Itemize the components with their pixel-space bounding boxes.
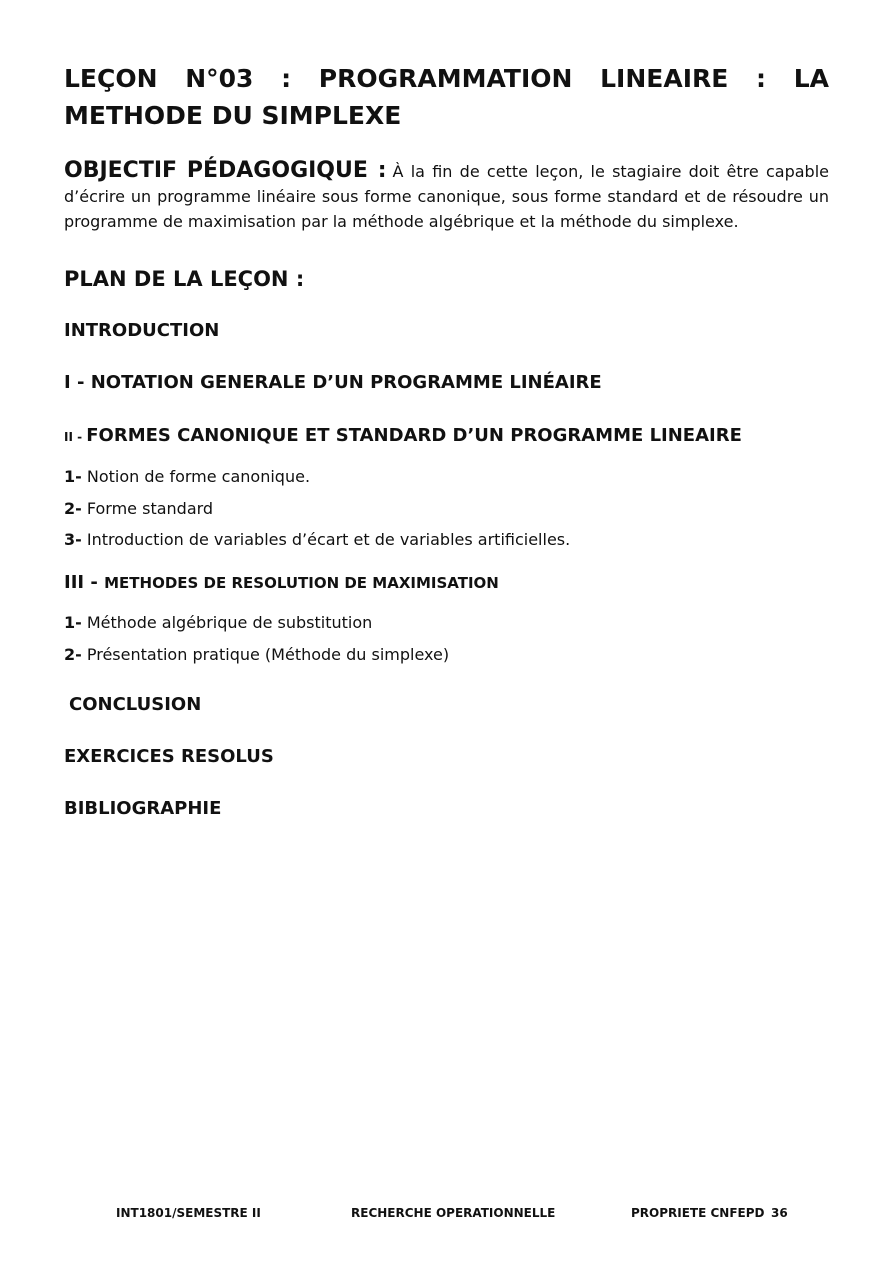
section-3-item — [64, 612, 372, 634]
footer-course-code: INT1801/SEMESTRE II — [116, 1206, 261, 1220]
objective-text: À la fin de cette leçon, le stagiaire doit être capable d’écrire un programme linéaire sous forme canonique, sous forme standard et de résoudre un programme de maximisation par la méthode algébrique et la méthode du simplexe. — [64, 162, 829, 231]
plan-exercises: EXERCICES RESOLUS — [64, 746, 274, 767]
item-number: 3- — [64, 530, 82, 549]
plan-section-2 — [64, 423, 742, 450]
lesson-plan-title: PLAN DE LA LEÇON : — [64, 267, 305, 291]
item-text: Introduction de variables d’écart et de variables artificielles. — [81, 530, 571, 549]
objective-label: OBJECTIF PÉDAGOGIQUE : — [64, 158, 387, 183]
item-text: Méthode algébrique de substitution — [81, 613, 373, 632]
lesson-title: LEÇON N°03 : PROGRAMMATION LINEAIRE : LA METHODE DU SIMPLEXE — [64, 64, 829, 130]
section-2-item — [64, 466, 310, 488]
item-text: Forme standard — [81, 499, 214, 518]
section-1-label: NOTATION GENERALE D’UN PROGRAMME LINÉAIRE — [90, 372, 602, 393]
section-3-number: III - — [64, 572, 105, 593]
item-number: 2- — [64, 499, 82, 518]
footer-subject: RECHERCHE OPERATIONNELLE — [351, 1206, 556, 1220]
section-2-number: II - — [64, 430, 87, 444]
page-footer — [0, 1203, 893, 1223]
item-number: 2- — [64, 645, 82, 664]
item-text: Notion de forme canonique. — [81, 467, 311, 486]
footer-owner: PROPRIETE CNFEPD — [631, 1206, 765, 1220]
section-3-label: METHODES DE RESOLUTION DE MAXIMISATION — [104, 574, 499, 592]
item-text: Présentation pratique (Méthode du simplexe) — [81, 645, 450, 664]
item-number: 1- — [64, 467, 82, 486]
section-1-number: I - — [64, 372, 91, 393]
section-3-item — [64, 644, 449, 666]
learning-objective — [64, 158, 829, 234]
footer-page-number: 36 — [771, 1206, 788, 1220]
plan-introduction: INTRODUCTION — [64, 320, 220, 341]
plan-conclusion: CONCLUSION — [69, 694, 202, 715]
section-2-item — [64, 498, 213, 520]
plan-section-3 — [64, 570, 499, 596]
plan-section-1 — [64, 370, 602, 396]
plan-bibliography: BIBLIOGRAPHIE — [64, 798, 222, 819]
section-2-label: FORMES CANONIQUE ET STANDARD D’UN PROGRAMME LINEAIRE — [86, 425, 742, 446]
item-number: 1- — [64, 613, 82, 632]
section-2-item — [64, 529, 570, 551]
